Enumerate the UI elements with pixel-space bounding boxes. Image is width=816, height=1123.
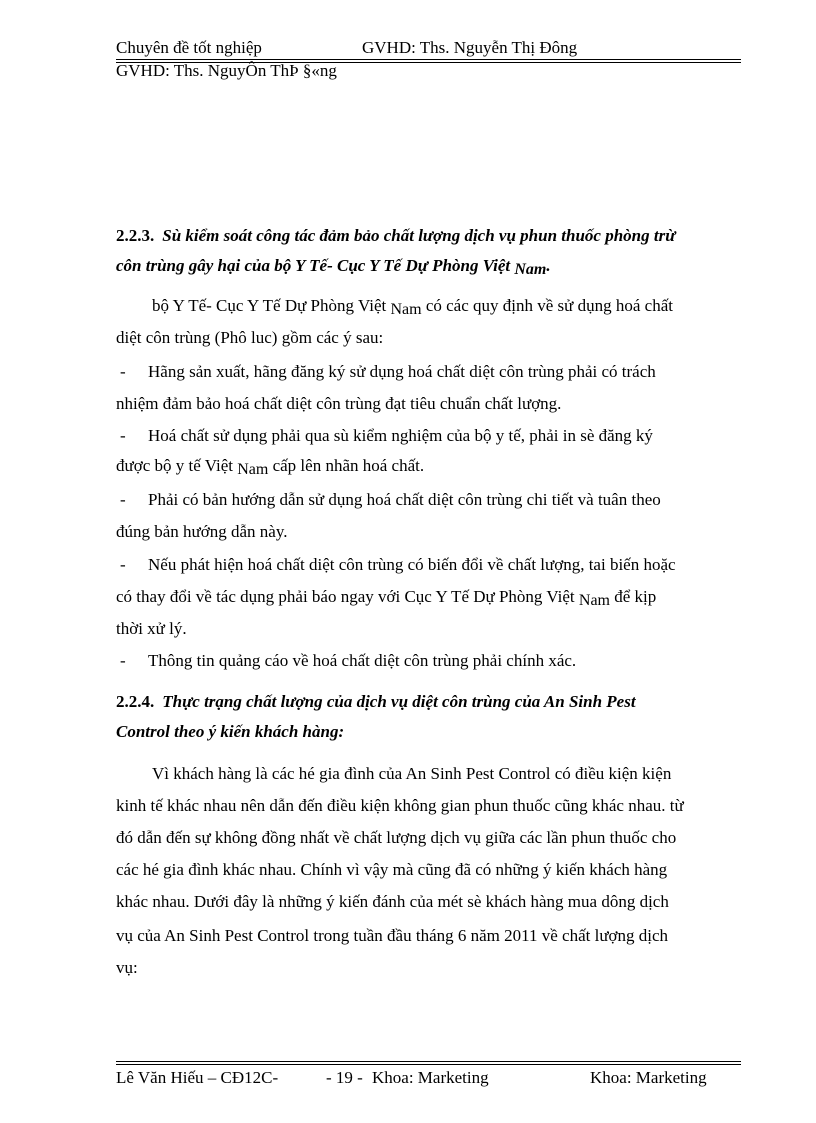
bullet-4-text: Nếu phát hiện hoá chất diệt côn trùng có biến đổi về chất lượng, tai biến hoặc	[148, 555, 676, 574]
footer-faculty-1: Khoa: Marketing	[372, 1068, 489, 1087]
bullet-5-dash: -	[120, 651, 126, 670]
bullet-3-text: Phải có bản hướng dẫn sử dụng hoá chất diệt côn trùng chi tiết và tuân theo	[148, 490, 661, 509]
section-224-heading-line2	[116, 722, 344, 742]
bullet-4-line3: thời xử lý.	[116, 619, 187, 638]
intro-text-a: bộ Y Tế- Cục Y Tế Dự Phòng Việt	[152, 296, 387, 315]
section-223-heading-line2	[116, 256, 551, 276]
header-rule-top	[116, 59, 741, 60]
bullet-2-text-b: cấp lên nhãn hoá chất.	[272, 456, 425, 475]
section-224-para-line1: Vì khách hàng là các hé gia đình của An Sinh Pest Control có điều kiện kiện	[152, 764, 672, 783]
bullet-2-nam: Nam	[237, 461, 269, 478]
footer-author: Lê Văn Hiếu – CĐ12C-	[116, 1068, 279, 1087]
section-223-intro-line1	[152, 296, 673, 316]
footer-rule-top	[116, 1061, 741, 1062]
bullet-2-line2	[116, 456, 424, 476]
bullet-4-line2	[116, 587, 656, 607]
section-223-title-nam: Nam	[514, 261, 547, 278]
footer-page-number: - 19 -	[326, 1068, 363, 1087]
section-223-title-line1: Sù kiểm soát công tác đảm bảo chất lượng dịch vụ phun thuốc phòng trừ	[162, 226, 676, 245]
bullet-1-line1	[120, 362, 656, 382]
intro-text-b: có các quy định về sử dụng hoá chất	[425, 296, 673, 315]
bullet-5-line1	[120, 651, 576, 671]
footer-faculty-2: Khoa: Marketing	[590, 1068, 707, 1087]
section-224-para-line3: đó dẫn đến sự không đồng nhất về chất lượng dịch vụ giữa các lần phun thuốc cho	[116, 828, 677, 847]
bullet-1-text: Hãng sản xuất, hãng đăng ký sử dụng hoá chất diệt côn trùng phải có trách	[148, 362, 656, 381]
bullet-1-dash: -	[120, 362, 126, 381]
bullet-3-dash: -	[120, 490, 126, 509]
bullet-4-dash: -	[120, 555, 126, 574]
bullet-3-line2: đúng bản hướng dẫn này.	[116, 522, 288, 541]
section-224-para-line6: vụ của An Sinh Pest Control trong tuần đầu tháng 6 năm 2011 về chất lượng dịch	[116, 926, 669, 945]
bullet-5-text: Thông tin quảng cáo về hoá chất diệt côn trùng phải chính xác.	[148, 651, 577, 670]
section-224-para-line2: kinh tế khác nhau nên dẫn đến điều kiện không gian phun thuốc cũng khác nhau. từ	[116, 796, 684, 815]
section-224-title-line2: Control theo ý kiến khách hàng	[116, 722, 339, 741]
section-224-para-line7: vụ:	[116, 958, 138, 977]
header-supervisor: GVHD: Ths. Nguyễn Thị Đông	[362, 38, 578, 57]
section-224-number: 2.2.4.	[116, 692, 155, 711]
section-223-number: 2.2.3.	[116, 226, 155, 245]
section-223-intro-line2: diệt côn trùng (Phô luc) gồm các ý sau:	[116, 328, 384, 347]
bullet-4-text-a: có thay đổi về tác dụng phải báo ngay với Cục Y Tế Dự Phòng Việt	[116, 587, 575, 606]
intro-nam: Nam	[390, 301, 422, 318]
header-supervisor-garbled: GVHD: Ths. NguyÔn ThÞ §«ng	[116, 61, 337, 80]
bullet-2-line1	[120, 426, 653, 446]
section-224-heading	[116, 692, 636, 712]
bullet-4-text-b: để kịp	[614, 587, 657, 606]
section-223-title-end: .	[546, 256, 551, 275]
bullet-4-line1	[120, 555, 676, 575]
bullet-1-line2: nhiệm đảm bảo hoá chất diệt côn trùng đạt tiêu chuẩn chất lượng.	[116, 394, 562, 413]
bullet-3-line1	[120, 490, 661, 510]
section-224-title-line1: Thực trạng chất lượng của dịch vụ diệt côn trùng của An Sinh Pest	[162, 692, 636, 711]
section-223-title-line2: côn trùng gây hại của bộ Y Tế- Cục Y Tế Dự Phòng Việt	[116, 256, 511, 275]
bullet-4-nam: Nam	[578, 592, 610, 609]
bullet-2-text: Hoá chất sử dụng phải qua sù kiểm nghiệm của bộ y tế, phải in sè đăng ký	[148, 426, 653, 445]
section-224-title-colon: :	[338, 722, 345, 741]
footer-rule-bottom	[116, 1064, 741, 1065]
bullet-2-dash: -	[120, 426, 126, 445]
bullet-2-text-a: được bộ y tế Việt	[116, 456, 233, 475]
header-doc-title: Chuyên đề tốt nghiệp	[116, 38, 262, 57]
section-224-para-line5: khác nhau. Dưới đây là những ý kiến đánh của mét sè khách hàng mua dông dịch	[116, 892, 669, 911]
section-223-heading	[116, 226, 675, 246]
section-224-para-line4: các hé gia đình khác nhau. Chính vì vậy mà cũng đã có những ý kiến khách hàng	[116, 860, 668, 879]
